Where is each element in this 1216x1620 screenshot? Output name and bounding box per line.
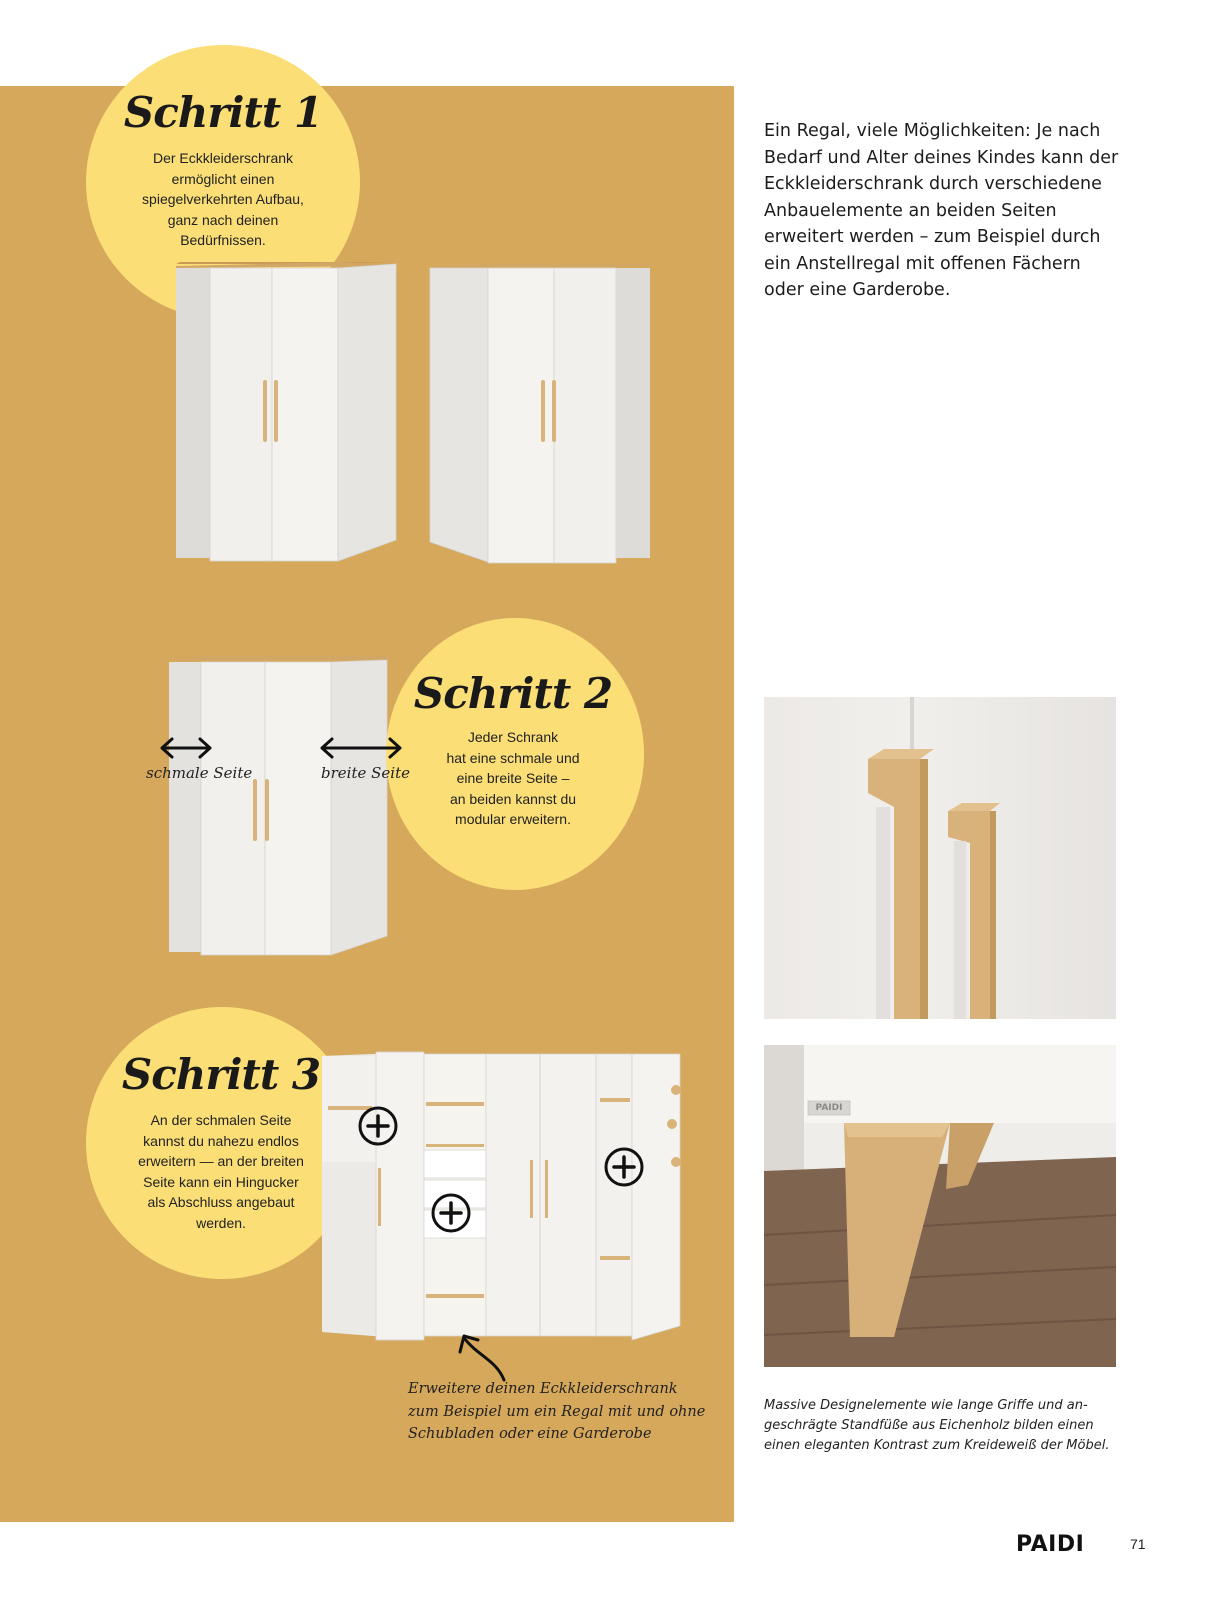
step2-text: Jeder Schrank hat eine schmale und eine breite Seite – an beiden kannst du modular erweitern. (446, 729, 580, 827)
oak-leg-detail-photo (764, 1045, 1116, 1367)
step3-title: Schritt 3 (121, 1050, 321, 1099)
extension-annotation: Erweitere deinen Eckkleiderschrank zum Beispiel um ein Regal mit und ohne Schubladen oder eine Garderobe (408, 1381, 706, 1442)
corner-wardrobe-left-variant (170, 260, 405, 570)
corner-wardrobe-right-variant (428, 262, 663, 572)
add-icon (430, 1192, 472, 1234)
intro-paragraph: Ein Regal, viele Möglichkeiten: Je nach Bedarf und Alter deines Kindes kann der Eckkleiderschrank durch verschiedene Anbauelemente an beiden Seiten erweitert werden – zum Beispiel durch ein Anstellregal mit offenen Fächern oder eine Garderobe. (764, 121, 1119, 300)
curved-arrow-icon (456, 1326, 516, 1386)
page-number: 71 (1130, 1536, 1146, 1552)
corner-wardrobe-step2 (165, 654, 400, 964)
wide-side-arrow-icon (318, 736, 404, 760)
narrow-side-arrow-icon (158, 736, 214, 760)
step1-text: Der Eckkleiderschrank ermöglicht einen spiegelverkehrten Aufbau, ganz nach deinen Bedürfnissen. (142, 150, 304, 248)
handle-detail-photo (764, 697, 1116, 1019)
image-caption: Massive Designelemente wie lange Griffe und an- geschrägte Standfüße aus Eichenholz bilden einen einen eleganten Kontrast zum Kreideweiß der Möbel. (764, 1398, 1110, 1453)
add-icon (603, 1146, 645, 1188)
brand-logo: PAIDI (1016, 1532, 1085, 1557)
narrow-side-label: schmale Seite (146, 764, 253, 782)
extended-wardrobe-combination (320, 1050, 700, 1350)
step1-title: Schritt 1 (123, 88, 323, 137)
wide-side-label: breite Seite (321, 764, 410, 782)
brand-plate-label: PAIDI (815, 1103, 843, 1113)
add-icon (357, 1105, 399, 1147)
step2-title: Schritt 2 (413, 669, 613, 718)
step3-text: An der schmalen Seite kannst du nahezu endlos erweitern — an der breiten Seite kann ein Hingucker als Abschluss angebaut werden. (138, 1112, 304, 1231)
